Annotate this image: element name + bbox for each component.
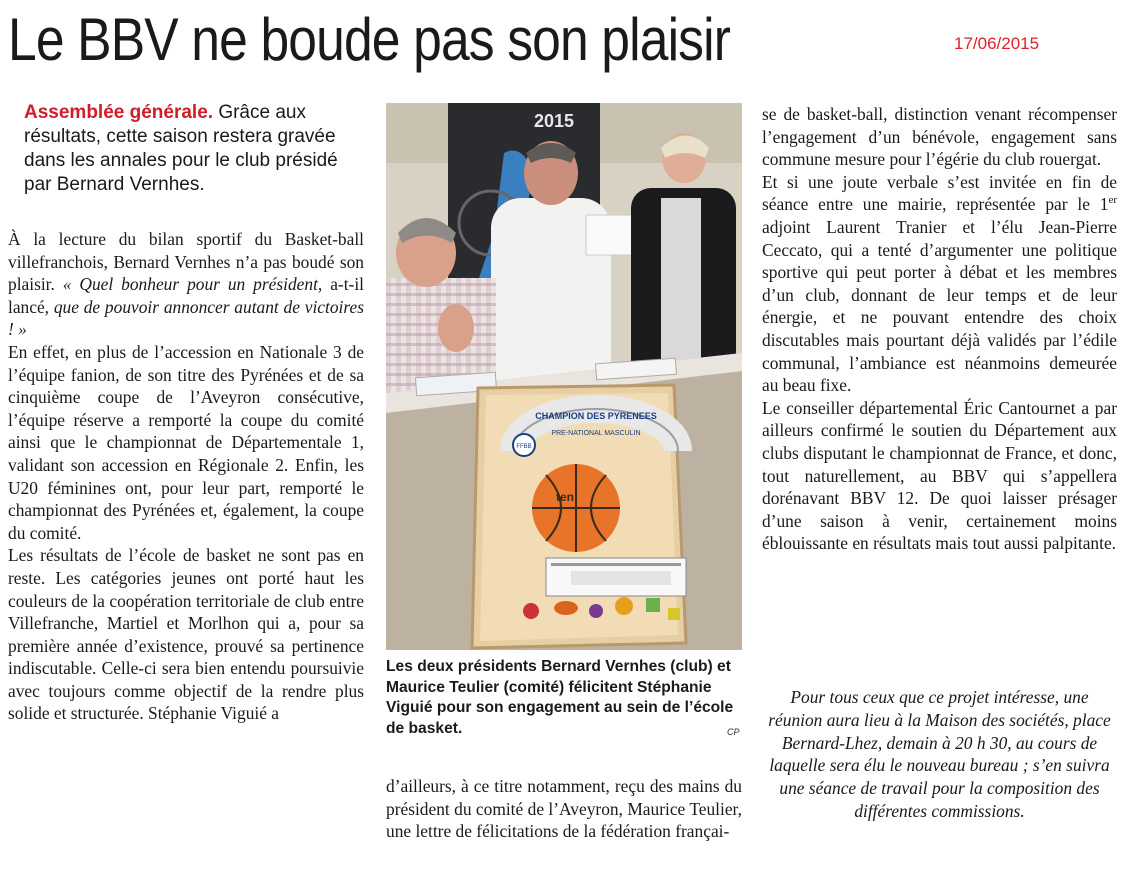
quote-attribution: a-t-il lancé, [8,274,364,317]
quote-part-1: « Quel bonheur pour un président, [62,274,331,295]
paragraph-intro [8,228,364,341]
paragraph-youth: Les résultats de l’école de basket ne sont pas en reste. Les catégories jeunes ont porté haut les couleurs de la coopération territoriale de club entre Villefranche, Martiel et Morlhon qui a, pour sa première année d’existence, prouvé sa pertinence indiscutable. Celle-ci sera bien entendu poursuivie avec toujours comme objectif de la rendre plus solide et structurée. Stéphanie Viguié a [8,545,364,724]
photo-caption: Les deux présidents Bernard Vernhes (club) et Maurice Teulier (comité) félicitent Stéphanie Viguié pour son engagement au sein de l’école de basket. [386,658,734,737]
paragraph-departement: Le conseiller départemental Éric Cantournet a par ailleurs confirmé le soutien du Département aux clubs disputant le championnat de France, et donc, tout naturellement, au BBV qui s’appellera dorénavant BBV 12. De quoi laisser présager d’une saison à venir, certainement moins éblouissante en résultats mais tout aussi palpitante. [762,397,1117,554]
info-box [762,686,1117,823]
paragraph-intro-start: À la lecture du bilan sportif du Basket-ball villefranchois, Bernard Vernhes n’a pas boudé son plaisir. [8,229,364,295]
paragraph-fede-letter: d’ailleurs, à ce titre notamment, reçu des mains du président du comité de l’Aveyron, Maurice Teulier, une lettre de félicitations de la fédération françai- [386,776,742,842]
column-3 [762,103,1117,555]
paragraph-debate [762,171,1117,397]
quote-part-2: que de pouvoir annoncer autant de victoires ! » [8,296,364,340]
column-2-continuation [386,775,742,843]
plaque-logo: FFBB [516,444,532,450]
meeting-info: Pour tous ceux que ce projet intéresse, une réunion aura lieu à la Maison des sociétés, place Bernard-Lhez, demain à 20 h 30, au cours de laquelle sera élu le nouveau bureau ; s’en suivra une séance de travail pour la composition des différentes commissions. [768,687,1111,821]
paragraph-distinction: se de basket-ball, distinction venant récompenser l’engagement d’un bénévole, engagement sans commune mesure pour l’égérie du club rouergat. [762,104,1117,170]
standfirst-kicker: Assemblée générale. [24,102,214,123]
paragraph-debate-end: adjoint Laurent Tranier et l’élu Jean-Pierre Ceccato, qui a tenté d’argumenter une politique sportive qui peut porter à débat et les membres d’un club, donnant de leur temps et de leur énergie, et ne pouvant entendre des choix discutables mais pourtant déjà validés par l’édile communal, l’ambiance est néanmoins demeurée au beau fixe. [762,216,1117,396]
column-1 [8,228,364,725]
ball-brand: ten [556,490,574,504]
paragraph-debate-start: Et si une joute verbale s’est invitée en fin de séance entre une mairie, représentée par le 1 [762,171,1117,215]
paragraph-results: En effet, en plus de l’accession en Nationale 3 de l’équipe fanion, de son titre des Pyrénées et de sa cinquième coupe de l’Aveyron consécutive, l’équipe réserve a remporté la coupe du comité ainsi que le championnat de Départementale 1, validant son accession en Régionale 2. Enfin, les U20 féminines ont, pour leur part, remporté le championnat des Pyrénées et, également, la coupe du comité. [8,341,364,543]
standfirst [24,101,369,197]
headline: Le BBV ne boude pas son plaisir [8,6,731,73]
publication-date: 17/06/2015 [954,34,1040,53]
superscript-er: er [1108,194,1117,207]
banner-year: 2015 [534,111,575,131]
plaque-title: CHAMPION DES PYRENEES [535,411,657,421]
plaque-subtitle: PRE-NATIONAL MASCULIN [551,430,641,437]
article-photo [386,103,742,650]
photo-credit: CP [727,727,740,737]
standfirst-text: Grâce aux résultats, cette saison restera gravée dans les annales pour le club présidé par Bernard Vernhes. [24,102,338,195]
